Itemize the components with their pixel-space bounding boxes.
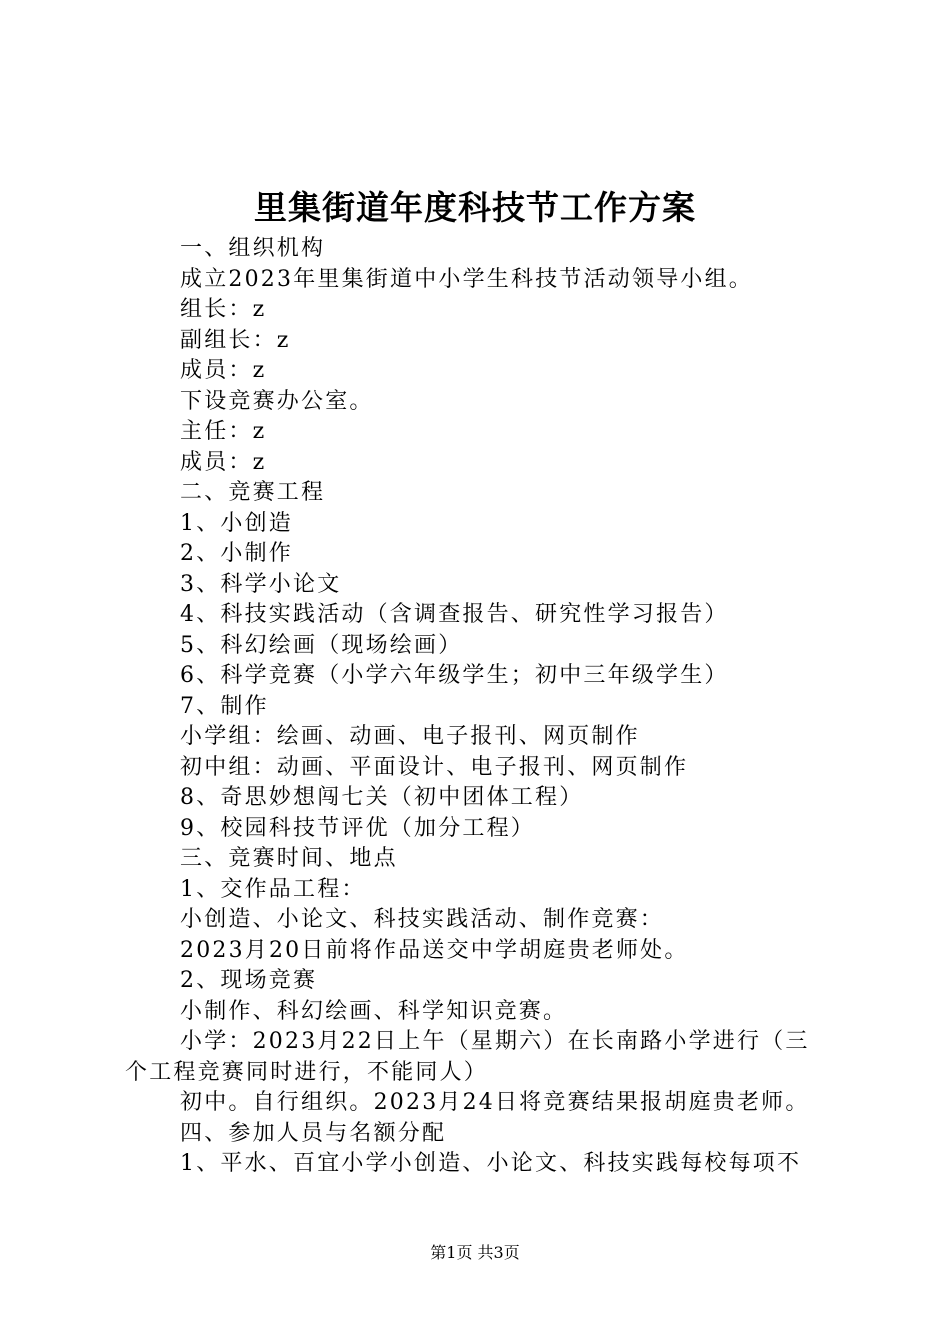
paragraph-line: 副组长：z (180, 327, 291, 353)
document-body (125, 234, 840, 1180)
paragraph-line: 主任：z (180, 419, 267, 444)
section-heading: 二、竞赛工程 (180, 480, 326, 505)
paragraph-line: 小创造、小论文、科技实践活动、制作竞赛： (180, 907, 665, 932)
list-item: 1、平水、百宜小学小创造、小论文、科技实践每校每项不 (180, 1151, 802, 1176)
list-item: 7、制作 (180, 693, 269, 719)
paragraph-line: 2023月20日前将作品送交中学胡庭贵老师处。 (180, 937, 689, 963)
paragraph-line: 成立2023年里集街道中小学生科技节活动领导小组。 (180, 266, 753, 292)
paragraph-line: 成员：z (180, 358, 267, 383)
paragraph-line: 小学组：绘画、动画、电子报刊、网页制作 (180, 724, 640, 749)
list-item: 8、奇思妙想闯七关（初中团体工程） (180, 785, 584, 810)
list-item: 1、小创造 (180, 510, 293, 536)
paragraph-line: 小学：2023月22日上午（星期六）在长南路小学进行（三 (180, 1029, 810, 1054)
page-footer: 第1页 共3页 (430, 1243, 520, 1262)
list-item: 2、小制作 (180, 541, 293, 566)
list-item: 1、交作品工程： (180, 876, 366, 902)
list-item: 5、科幻绘画（现场绘画） (180, 632, 463, 658)
document-title: 里集街道年度科技节工作方案 (254, 188, 696, 227)
paragraph-line: 小制作、科幻绘画、科学知识竞赛。 (180, 998, 568, 1024)
section-heading: 一、组织机构 (180, 236, 326, 261)
list-item: 2、现场竞赛 (180, 968, 318, 993)
paragraph-line: 组长：z (180, 297, 267, 322)
list-item: 4、科技实践活动（含调查报告、研究性学习报告） (180, 602, 729, 627)
paragraph-line: 下设竞赛办公室。 (180, 388, 374, 414)
list-item: 3、科学小论文 (180, 571, 342, 597)
paragraph-line: 成员：z (180, 449, 267, 475)
paragraph-line: 初中。自行组织。2023月24日将竞赛结果报胡庭贵老师。 (180, 1090, 810, 1115)
list-item: 9、校园科技节评优（加分工程） (180, 815, 535, 841)
section-heading: 三、竞赛时间、地点 (180, 846, 398, 871)
paragraph-continuation-line: 个工程竞赛同时进行，不能同人） (125, 1059, 489, 1085)
paragraph-line: 初中组：动画、平面设计、电子报刊、网页制作 (180, 754, 689, 780)
section-heading: 四、参加人员与名额分配 (180, 1120, 447, 1146)
list-item: 6、科学竞赛（小学六年级学生；初中三年级学生） (180, 663, 729, 688)
